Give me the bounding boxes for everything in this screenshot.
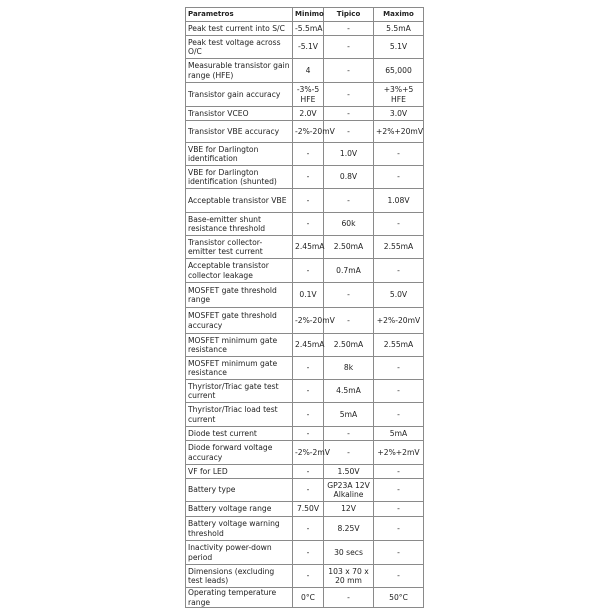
header-maximo: Maximo (374, 8, 424, 22)
parameter-cell: Transistor gain accuracy (186, 83, 293, 107)
table-row (186, 83, 424, 107)
parameter-cell: VF for LED (186, 465, 293, 479)
parameter-cell: Thyristor/Triac load test current (186, 403, 293, 427)
minimum-cell: - (293, 427, 324, 441)
header-row (186, 8, 424, 22)
typical-cell: - (324, 283, 374, 308)
table-row (186, 403, 424, 427)
maximum-cell: +2%-20mV (374, 308, 424, 334)
parameter-cell: Measurable transistor gain range (HFE) (186, 59, 293, 83)
parameter-cell: Diode test current (186, 427, 293, 441)
typical-cell: - (324, 107, 374, 121)
minimum-cell: 7.50V (293, 502, 324, 517)
parameter-cell: MOSFET gate threshold accuracy (186, 308, 293, 334)
table-row (186, 380, 424, 403)
table-row (186, 236, 424, 259)
minimum-cell: 0.1V (293, 283, 324, 308)
parameter-cell: Diode forward voltage accuracy (186, 441, 293, 465)
maximum-cell: - (374, 357, 424, 380)
table-row (186, 22, 424, 36)
parameter-cell: Transistor VCEO (186, 107, 293, 121)
table-row (186, 283, 424, 308)
parameter-cell: Transistor VBE accuracy (186, 121, 293, 143)
table-row (186, 143, 424, 166)
minimum-cell: - (293, 541, 324, 565)
typical-cell: - (324, 588, 374, 608)
typical-cell: 5mA (324, 403, 374, 427)
minimum-cell: 2.45mA (293, 334, 324, 357)
typical-cell: 4.5mA (324, 380, 374, 403)
parameter-cell: Thyristor/Triac gate test current (186, 380, 293, 403)
table-row (186, 565, 424, 588)
parameter-cell: Battery voltage range (186, 502, 293, 517)
table-row (186, 189, 424, 213)
typical-cell: 0.8V (324, 166, 374, 189)
parameter-cell: VBE for Darlington identification (shunted) (186, 166, 293, 189)
maximum-cell: - (374, 143, 424, 166)
parameter-cell: Operating temperature range (186, 588, 293, 608)
table-row (186, 427, 424, 441)
minimum-cell: - (293, 565, 324, 588)
parameter-cell: Peak test voltage across O/C (186, 36, 293, 59)
table-row (186, 357, 424, 380)
maximum-cell: - (374, 166, 424, 189)
table-row (186, 166, 424, 189)
parameter-cell: Acceptable transistor VBE (186, 189, 293, 213)
minimum-cell: -2%-20mV (293, 121, 324, 143)
typical-cell: 12V (324, 502, 374, 517)
typical-cell: 1.0V (324, 143, 374, 166)
parameter-cell: Peak test current into S/C (186, 22, 293, 36)
parameter-cell: Dimensions (excluding test leads) (186, 565, 293, 588)
minimum-cell: - (293, 403, 324, 427)
table-row (186, 334, 424, 357)
maximum-cell: - (374, 213, 424, 236)
table-row (186, 479, 424, 502)
typical-cell: 2.50mA (324, 334, 374, 357)
table-row (186, 213, 424, 236)
parameter-cell: Battery type (186, 479, 293, 502)
typical-cell: - (324, 83, 374, 107)
typical-cell: - (324, 121, 374, 143)
typical-cell: - (324, 22, 374, 36)
maximum-cell: - (374, 479, 424, 502)
maximum-cell: - (374, 565, 424, 588)
maximum-cell: +2%+2mV (374, 441, 424, 465)
typical-cell: 2.50mA (324, 236, 374, 259)
parameter-cell: Acceptable transistor collector leakage (186, 259, 293, 283)
minimum-cell: - (293, 465, 324, 479)
typical-cell: 103 x 70 x 20 mm (324, 565, 374, 588)
minimum-cell: -5.5mA (293, 22, 324, 36)
typical-cell: 8k (324, 357, 374, 380)
table-row (186, 259, 424, 283)
parameter-cell: Transistor collector-emitter test current (186, 236, 293, 259)
typical-cell: 60k (324, 213, 374, 236)
table-row (186, 59, 424, 83)
minimum-cell: 2.0V (293, 107, 324, 121)
maximum-cell: 50°C (374, 588, 424, 608)
table-row (186, 517, 424, 541)
typical-cell: 1.50V (324, 465, 374, 479)
minimum-cell: -2%-2mV (293, 441, 324, 465)
maximum-cell: 3.0V (374, 107, 424, 121)
typical-cell: - (324, 308, 374, 334)
maximum-cell: 5.1V (374, 36, 424, 59)
maximum-cell: +2%+20mV (374, 121, 424, 143)
table-row (186, 308, 424, 334)
minimum-cell: 0°C (293, 588, 324, 608)
table-row (186, 502, 424, 517)
maximum-cell: 1.08V (374, 189, 424, 213)
parameter-cell: Base-emitter shunt resistance threshold (186, 213, 293, 236)
maximum-cell: - (374, 403, 424, 427)
maximum-cell: - (374, 502, 424, 517)
typical-cell: 0.7mA (324, 259, 374, 283)
parameter-cell: MOSFET minimum gate resistance (186, 334, 293, 357)
maximum-cell: - (374, 259, 424, 283)
maximum-cell: +3%+5 HFE (374, 83, 424, 107)
parameter-cell: Inactivity power-down period (186, 541, 293, 565)
typical-cell: - (324, 189, 374, 213)
table-row (186, 121, 424, 143)
minimum-cell: 4 (293, 59, 324, 83)
minimum-cell: -3%-5 HFE (293, 83, 324, 107)
header-tipico: Tipico (324, 8, 374, 22)
minimum-cell: - (293, 213, 324, 236)
typical-cell: - (324, 427, 374, 441)
parameter-cell: MOSFET minimum gate resistance (186, 357, 293, 380)
minimum-cell: - (293, 166, 324, 189)
minimum-cell: - (293, 517, 324, 541)
minimum-cell: - (293, 189, 324, 213)
minimum-cell: 2.45mA (293, 236, 324, 259)
typical-cell: GP23A 12V Alkaline (324, 479, 374, 502)
parameter-cell: MOSFET gate threshold range (186, 283, 293, 308)
typical-cell: 30 secs (324, 541, 374, 565)
maximum-cell: 5.5mA (374, 22, 424, 36)
minimum-cell: - (293, 479, 324, 502)
table-row (186, 588, 424, 608)
maximum-cell: - (374, 465, 424, 479)
maximum-cell: - (374, 380, 424, 403)
header-parametros: Parametros (186, 8, 293, 22)
maximum-cell: 5mA (374, 427, 424, 441)
maximum-cell: - (374, 517, 424, 541)
table-row (186, 36, 424, 59)
minimum-cell: - (293, 259, 324, 283)
typical-cell: - (324, 36, 374, 59)
specifications-table (185, 7, 424, 608)
parameter-cell: Battery voltage warning threshold (186, 517, 293, 541)
table-row (186, 541, 424, 565)
maximum-cell: - (374, 541, 424, 565)
minimum-cell: -5.1V (293, 36, 324, 59)
minimum-cell: - (293, 143, 324, 166)
maximum-cell: 2.55mA (374, 236, 424, 259)
minimum-cell: -2%-20mV (293, 308, 324, 334)
parameter-cell: VBE for Darlington identification (186, 143, 293, 166)
table-row (186, 107, 424, 121)
typical-cell: 8.25V (324, 517, 374, 541)
header-minimo: Minimo (293, 8, 324, 22)
table-row (186, 465, 424, 479)
maximum-cell: 2.55mA (374, 334, 424, 357)
typical-cell: - (324, 59, 374, 83)
typical-cell: - (324, 441, 374, 465)
minimum-cell: - (293, 357, 324, 380)
maximum-cell: 65,000 (374, 59, 424, 83)
maximum-cell: 5.0V (374, 283, 424, 308)
minimum-cell: - (293, 380, 324, 403)
table-row (186, 441, 424, 465)
